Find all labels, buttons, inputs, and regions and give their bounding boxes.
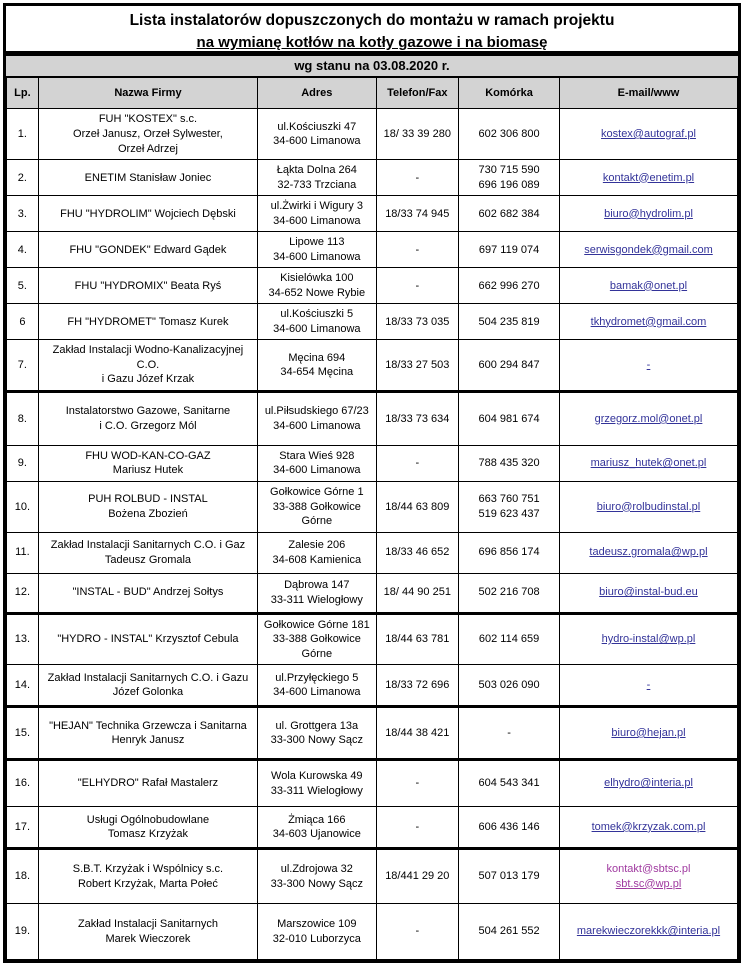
email-cell bbox=[559, 196, 737, 232]
phone-cell: 18/44 38 421 bbox=[376, 707, 459, 760]
phone-cell: 18/33 73 634 bbox=[376, 391, 459, 445]
address-cell: Łąkta Dolna 264 32-733 Trzciana bbox=[258, 160, 376, 196]
company-name-cell: Usługi Ogólnobudowlane Tomasz Krzyżak bbox=[38, 807, 257, 849]
company-name-cell: FHU "HYDROMIX" Beata Ryś bbox=[38, 268, 257, 304]
email-link[interactable]: - bbox=[646, 358, 651, 371]
address-cell: ul.Piłsudskiego 67/23 34-600 Limanowa bbox=[258, 391, 376, 445]
address-cell: Lipowe 113 34-600 Limanowa bbox=[258, 232, 376, 268]
email-link[interactable]: tkhydromet@gmail.com bbox=[590, 315, 707, 328]
mobile-cell: 602 114 659 bbox=[459, 613, 560, 665]
email-link[interactable]: kontakt@sbtsc.pl bbox=[606, 863, 691, 876]
table-row bbox=[7, 573, 738, 613]
address-cell: Dąbrowa 147 33-311 Wielogłowy bbox=[258, 573, 376, 613]
address-cell: ul.Kościuszki 47 34-600 Limanowa bbox=[258, 109, 376, 160]
address-cell: Kisielówka 100 34-652 Nowe Rybie bbox=[258, 268, 376, 304]
company-name-cell: Zakład Instalacji Wodno-Kanalizacyjnej C.O. i Gazu Józef Krzak bbox=[38, 340, 257, 392]
phone-cell: 18/44 63 781 bbox=[376, 613, 459, 665]
mobile-cell: 504 261 552 bbox=[459, 904, 560, 960]
company-name-cell: "HEJAN" Technika Grzewcza i Sanitarna Henryk Janusz bbox=[38, 707, 257, 760]
table-row bbox=[7, 760, 738, 807]
mobile-cell: 602 682 384 bbox=[459, 196, 560, 232]
mobile-cell: 788 435 320 bbox=[459, 445, 560, 481]
email-link[interactable]: biuro@hejan.pl bbox=[611, 726, 686, 739]
mobile-cell: 696 856 174 bbox=[459, 532, 560, 573]
email-cell bbox=[559, 340, 737, 392]
column-header-lp: Lp. bbox=[7, 78, 39, 109]
address-cell: Męcina 694 34-654 Męcina bbox=[258, 340, 376, 392]
email-cell bbox=[559, 481, 737, 532]
document-title-line2-text: na wymianę kotłów na kotły gazowe i na biomasę bbox=[196, 34, 548, 51]
address-cell: Gołkowice Górne 1 33-388 Gołkowice Górne bbox=[258, 481, 376, 532]
title-block bbox=[6, 6, 738, 56]
email-link[interactable]: marekwieczorekkk@interia.pl bbox=[576, 925, 721, 938]
email-cell bbox=[559, 109, 737, 160]
company-name-cell: FHU "GONDEK" Edward Gądek bbox=[38, 232, 257, 268]
company-name-cell: FHU "HYDROLIM" Wojciech Dębski bbox=[38, 196, 257, 232]
company-name-cell: FHU WOD-KAN-CO-GAZ Mariusz Hutek bbox=[38, 445, 257, 481]
document-title-line1: Lista instalatorów dopuszczonych do montażu w ramach projektu bbox=[129, 12, 615, 29]
company-name-cell: "ELHYDRO" Rafał Mastalerz bbox=[38, 760, 257, 807]
column-header-phone: Telefon/Fax bbox=[376, 78, 459, 109]
email-link[interactable]: bamak@onet.pl bbox=[609, 279, 688, 292]
company-name-cell: Zakład Instalacji Sanitarnych C.O. i Gaz Tadeusz Gromala bbox=[38, 532, 257, 573]
email-cell bbox=[559, 904, 737, 960]
mobile-cell: 507 013 179 bbox=[459, 849, 560, 904]
table-row bbox=[7, 160, 738, 196]
email-cell bbox=[559, 232, 737, 268]
mobile-cell: 604 981 674 bbox=[459, 391, 560, 445]
phone-cell: - bbox=[376, 160, 459, 196]
phone-cell: 18/33 74 945 bbox=[376, 196, 459, 232]
mobile-cell: 504 235 819 bbox=[459, 304, 560, 340]
lp-cell: 12. bbox=[7, 573, 39, 613]
address-cell: ul.Przyłęckiego 5 34-600 Limanowa bbox=[258, 665, 376, 707]
lp-cell: 10. bbox=[7, 481, 39, 532]
mobile-cell: 600 294 847 bbox=[459, 340, 560, 392]
mobile-cell: 663 760 751 519 623 437 bbox=[459, 481, 560, 532]
lp-cell: 1. bbox=[7, 109, 39, 160]
lp-cell: 2. bbox=[7, 160, 39, 196]
address-cell: ul. Grottgera 13a 33-300 Nowy Sącz bbox=[258, 707, 376, 760]
table-row bbox=[7, 268, 738, 304]
email-link[interactable]: serwisgondek@gmail.com bbox=[584, 243, 713, 256]
lp-cell: 14. bbox=[7, 665, 39, 707]
column-header-company: Nazwa Firmy bbox=[38, 78, 257, 109]
email-link[interactable]: hydro-instal@wp.pl bbox=[601, 633, 696, 646]
email-link[interactable]: biuro@rolbudinstal.pl bbox=[596, 500, 701, 513]
email-cell bbox=[559, 532, 737, 573]
email-link[interactable]: - bbox=[646, 678, 651, 691]
email-link[interactable]: kontakt@enetim.pl bbox=[602, 171, 695, 184]
mobile-cell: 602 306 800 bbox=[459, 109, 560, 160]
company-name-cell: FUH "KOSTEX" s.c. Orzeł Janusz, Orzeł Sylwester, Orzeł Adrzej bbox=[38, 109, 257, 160]
table-row bbox=[7, 445, 738, 481]
lp-cell: 17. bbox=[7, 807, 39, 849]
table-row bbox=[7, 196, 738, 232]
company-name-cell: "INSTAL - BUD" Andrzej Sołtys bbox=[38, 573, 257, 613]
installer-rows bbox=[7, 109, 738, 960]
email-link[interactable]: biuro@hydrolim.pl bbox=[604, 207, 693, 220]
table-row bbox=[7, 232, 738, 268]
email-cell bbox=[559, 849, 737, 904]
mobile-cell: 604 543 341 bbox=[459, 760, 560, 807]
installer-list-document bbox=[3, 3, 741, 963]
email-cell bbox=[559, 760, 737, 807]
email-cell bbox=[559, 707, 737, 760]
address-cell: Marszowice 109 32-010 Luborzyca bbox=[258, 904, 376, 960]
company-name-cell: Instalatorstwo Gazowe, Sanitarne i C.O. Grzegorz Mól bbox=[38, 391, 257, 445]
email-cell bbox=[559, 807, 737, 849]
company-name-cell: ENETIM Stanisław Joniec bbox=[38, 160, 257, 196]
table-row bbox=[7, 109, 738, 160]
table-row bbox=[7, 613, 738, 665]
table-row bbox=[7, 481, 738, 532]
phone-cell: 18/ 33 39 280 bbox=[376, 109, 459, 160]
email-cell bbox=[559, 268, 737, 304]
table-row bbox=[7, 304, 738, 340]
mobile-cell: 502 216 708 bbox=[459, 573, 560, 613]
lp-cell: 3. bbox=[7, 196, 39, 232]
table-header bbox=[7, 78, 738, 109]
lp-cell: 7. bbox=[7, 340, 39, 392]
phone-cell: 18/33 27 503 bbox=[376, 340, 459, 392]
phone-cell: - bbox=[376, 760, 459, 807]
lp-cell: 9. bbox=[7, 445, 39, 481]
lp-cell: 16. bbox=[7, 760, 39, 807]
email-link[interactable]: mariusz_hutek@onet.pl bbox=[590, 457, 707, 470]
table-row bbox=[7, 340, 738, 392]
company-name-cell: Zakład Instalacji Sanitarnych Marek Wieczorek bbox=[38, 904, 257, 960]
phone-cell: 18/441 29 20 bbox=[376, 849, 459, 904]
mobile-cell: 503 026 090 bbox=[459, 665, 560, 707]
phone-cell: 18/44 63 809 bbox=[376, 481, 459, 532]
phone-cell: - bbox=[376, 807, 459, 849]
email-link[interactable]: elhydro@interia.pl bbox=[604, 777, 693, 790]
lp-cell: 19. bbox=[7, 904, 39, 960]
table-row bbox=[7, 849, 738, 904]
table-row bbox=[7, 707, 738, 760]
address-cell: Stara Wieś 928 34-600 Limanowa bbox=[258, 445, 376, 481]
address-cell: Żmiąca 166 34-603 Ujanowice bbox=[258, 807, 376, 849]
address-cell: ul.Kościuszki 5 34-600 Limanowa bbox=[258, 304, 376, 340]
email-cell bbox=[559, 304, 737, 340]
email-cell bbox=[559, 573, 737, 613]
phone-cell: 18/ 44 90 251 bbox=[376, 573, 459, 613]
table-row bbox=[7, 807, 738, 849]
company-name-cell: Zakład Instalacji Sanitarnych C.O. i Gazu Józef Golonka bbox=[38, 665, 257, 707]
address-cell: Wola Kurowska 49 33-311 Wielogłowy bbox=[258, 760, 376, 807]
lp-cell: 4. bbox=[7, 232, 39, 268]
status-date-line: wg stanu na 03.08.2020 r. bbox=[6, 56, 738, 77]
address-cell: ul.Zdrojowa 32 33-300 Nowy Sącz bbox=[258, 849, 376, 904]
email-link[interactable]: grzegorz.mol@onet.pl bbox=[594, 412, 703, 425]
lp-cell: 15. bbox=[7, 707, 39, 760]
email-link[interactable]: sbt.sc@wp.pl bbox=[615, 877, 682, 890]
lp-cell: 11. bbox=[7, 532, 39, 573]
email-link[interactable]: biuro@instal-bud.eu bbox=[599, 586, 698, 599]
mobile-cell: 697 119 074 bbox=[459, 232, 560, 268]
lp-cell: 5. bbox=[7, 268, 39, 304]
address-cell: ul.Żwirki i Wigury 3 34-600 Limanowa bbox=[258, 196, 376, 232]
email-link[interactable]: tomek@krzyzak.com.pl bbox=[591, 820, 706, 833]
email-cell bbox=[559, 613, 737, 665]
table-row bbox=[7, 665, 738, 707]
lp-cell: 8. bbox=[7, 391, 39, 445]
lp-cell: 6 bbox=[7, 304, 39, 340]
lp-cell: 18. bbox=[7, 849, 39, 904]
phone-cell: 18/33 72 696 bbox=[376, 665, 459, 707]
mobile-cell: 730 715 590 696 196 089 bbox=[459, 160, 560, 196]
table-row bbox=[7, 904, 738, 960]
phone-cell: - bbox=[376, 445, 459, 481]
email-cell bbox=[559, 445, 737, 481]
table-row bbox=[7, 391, 738, 445]
company-name-cell: FH "HYDROMET" Tomasz Kurek bbox=[38, 304, 257, 340]
lp-cell: 13. bbox=[7, 613, 39, 665]
column-header-address: Adres bbox=[258, 78, 376, 109]
phone-cell: 18/33 46 652 bbox=[376, 532, 459, 573]
email-link[interactable]: tadeusz.gromala@wp.pl bbox=[589, 546, 708, 559]
mobile-cell: 662 996 270 bbox=[459, 268, 560, 304]
email-cell bbox=[559, 160, 737, 196]
table-row bbox=[7, 532, 738, 573]
mobile-cell: - bbox=[459, 707, 560, 760]
company-name-cell: PUH ROLBUD - INSTAL Bożena Zbozień bbox=[38, 481, 257, 532]
installer-table bbox=[6, 77, 738, 960]
email-cell bbox=[559, 665, 737, 707]
company-name-cell: S.B.T. Krzyżak i Wspólnicy s.c. Robert Krzyżak, Marta Połeć bbox=[38, 849, 257, 904]
column-header-email: E-mail/www bbox=[559, 78, 737, 109]
address-cell: Zalesie 206 34-608 Kamienica bbox=[258, 532, 376, 573]
email-link[interactable]: kostex@autograf.pl bbox=[601, 127, 696, 140]
phone-cell: 18/33 73 035 bbox=[376, 304, 459, 340]
company-name-cell: "HYDRO - INSTAL" Krzysztof Cebula bbox=[38, 613, 257, 665]
document-title-line2 bbox=[6, 33, 738, 56]
phone-cell: - bbox=[376, 268, 459, 304]
mobile-cell: 606 436 146 bbox=[459, 807, 560, 849]
column-header-mobile: Komórka bbox=[459, 78, 560, 109]
phone-cell: - bbox=[376, 904, 459, 960]
phone-cell: - bbox=[376, 232, 459, 268]
address-cell: Gołkowice Górne 181 33-388 Gołkowice Górne bbox=[258, 613, 376, 665]
email-cell bbox=[559, 391, 737, 445]
